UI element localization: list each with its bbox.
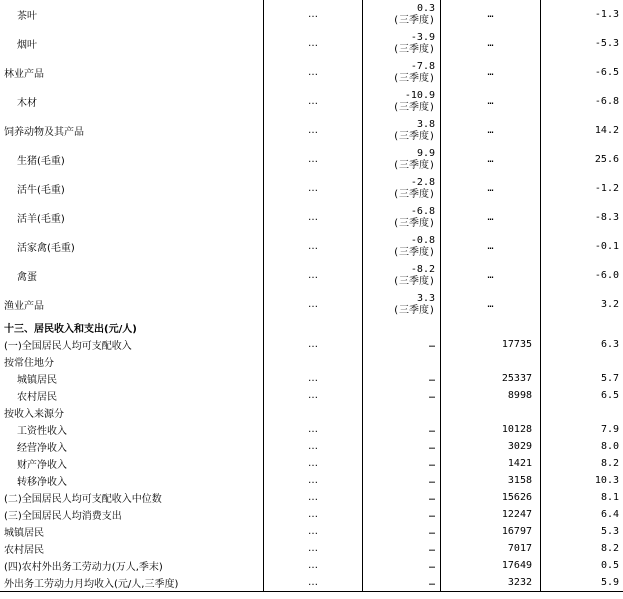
cell-col2: … <box>264 472 363 489</box>
cell-col2 <box>264 404 363 421</box>
row-label: 外出务工劳动力月均收入(元/人,三季度) <box>0 574 264 592</box>
cell-col5: 3.2 <box>600 299 619 310</box>
cell-value: -2.8 <box>410 176 435 188</box>
table-row <box>0 404 623 421</box>
cell-col3: … <box>363 336 441 353</box>
row-label: 林业产品 <box>0 58 264 87</box>
cell-col2: … <box>264 261 363 290</box>
cell-col4: … <box>441 261 541 290</box>
row-label: 活羊(毛重) <box>0 203 264 232</box>
cell-col2: … <box>264 489 363 506</box>
cell-col2: … <box>264 116 363 145</box>
row-label: 转移净收入 <box>0 472 264 489</box>
cell-col4 <box>441 404 541 421</box>
cell-col4: … <box>441 290 541 319</box>
cell-col4: … <box>441 145 541 174</box>
row-label: 活牛(毛重) <box>0 174 264 203</box>
cell-col5: -1.2 <box>594 183 619 194</box>
cell-col4: 3158 <box>441 472 541 489</box>
cell-col4: … <box>441 0 541 29</box>
cell-col2: … <box>264 0 363 29</box>
cell-col2: … <box>264 58 363 87</box>
cell-col2: … <box>264 574 363 592</box>
cell-col4: … <box>441 87 541 116</box>
cell-col5: 8.1 <box>600 492 619 503</box>
table-row <box>0 557 623 574</box>
cell-col5: 0.5 <box>600 560 619 571</box>
table-row <box>0 540 623 557</box>
cell-col3: … <box>363 472 441 489</box>
cell-col3: … <box>363 387 441 404</box>
cell-col5: 25.6 <box>594 154 619 165</box>
table-row <box>0 0 623 29</box>
cell-col2: … <box>264 455 363 472</box>
cell-quarter-note: (三季度) <box>392 72 435 84</box>
cell-col3 <box>363 261 441 290</box>
table-row <box>0 472 623 489</box>
cell-col3 <box>363 404 441 421</box>
cell-col3 <box>363 290 441 319</box>
cell-quarter-note: (三季度) <box>392 275 435 287</box>
cell-col5: -1.3 <box>594 9 619 20</box>
cell-col2: … <box>264 387 363 404</box>
row-label: 十三、居民收入和支出(元/人) <box>0 319 264 336</box>
cell-quarter-note: (三季度) <box>392 159 435 171</box>
cell-col3 <box>363 353 441 370</box>
cell-col5: -8.3 <box>594 212 619 223</box>
cell-value: 3.8 <box>416 118 435 130</box>
cell-col3 <box>363 116 441 145</box>
cell-col3 <box>363 0 441 29</box>
cell-col5: 5.3 <box>600 526 619 537</box>
cell-col2: … <box>264 290 363 319</box>
cell-col3: … <box>363 506 441 523</box>
cell-col4: 3029 <box>441 438 541 455</box>
row-label: 渔业产品 <box>0 290 264 319</box>
cell-col4: … <box>441 232 541 261</box>
cell-col2: … <box>264 203 363 232</box>
cell-quarter-note: (三季度) <box>392 246 435 258</box>
cell-col2: … <box>264 370 363 387</box>
cell-col5: 8.2 <box>600 543 619 554</box>
table-row <box>0 489 623 506</box>
table-row <box>0 203 623 232</box>
row-label: 饲养动物及其产品 <box>0 116 264 145</box>
cell-col2: … <box>264 232 363 261</box>
cell-col3 <box>363 174 441 203</box>
cell-col3: … <box>363 557 441 574</box>
row-label: 农村居民 <box>0 540 264 557</box>
cell-col3: … <box>363 455 441 472</box>
cell-quarter-note: (三季度) <box>392 188 435 200</box>
row-label: 活家禽(毛重) <box>0 232 264 261</box>
cell-col3: … <box>363 421 441 438</box>
row-label: (三)全国居民人均消费支出 <box>0 506 264 523</box>
cell-col2: … <box>264 557 363 574</box>
cell-col4: 12247 <box>441 506 541 523</box>
cell-col3: … <box>363 489 441 506</box>
cell-col3 <box>363 29 441 58</box>
cell-col4: 3232 <box>441 574 541 592</box>
row-label: (四)农村外出务工劳动力(万人,季末) <box>0 557 264 574</box>
cell-col4: 15626 <box>441 489 541 506</box>
cell-col4: … <box>441 29 541 58</box>
cell-value: 3.3 <box>416 292 435 304</box>
cell-value: 0.3 <box>416 2 435 14</box>
cell-col5: -6.5 <box>594 67 619 78</box>
row-label: (二)全国居民人均可支配收入中位数 <box>0 489 264 506</box>
row-label: 按常住地分 <box>0 353 264 370</box>
cell-col5: 6.5 <box>600 390 619 401</box>
table-row <box>0 370 623 387</box>
cell-col2: … <box>264 421 363 438</box>
cell-col5: 6.4 <box>600 509 619 520</box>
cell-col4: 17735 <box>441 336 541 353</box>
cell-col3 <box>363 87 441 116</box>
table-row <box>0 353 623 370</box>
table-row <box>0 261 623 290</box>
cell-value: -6.8 <box>410 205 435 217</box>
cell-value: -8.2 <box>410 263 435 275</box>
cell-col4: … <box>441 58 541 87</box>
row-label: 经营净收入 <box>0 438 264 455</box>
cell-col2: … <box>264 540 363 557</box>
cell-col5: -0.1 <box>594 241 619 252</box>
row-label: 禽蛋 <box>0 261 264 290</box>
row-label: 生猪(毛重) <box>0 145 264 174</box>
row-label: 按收入来源分 <box>0 404 264 421</box>
cell-quarter-note: (三季度) <box>392 130 435 142</box>
table-row <box>0 290 623 319</box>
cell-col3 <box>363 319 441 336</box>
table-row <box>0 336 623 353</box>
table-row <box>0 58 623 87</box>
cell-col3: … <box>363 523 441 540</box>
table-row <box>0 116 623 145</box>
cell-col5 <box>541 319 623 336</box>
cell-col5: 8.0 <box>600 441 619 452</box>
cell-col2: … <box>264 87 363 116</box>
table-row <box>0 574 623 592</box>
cell-col5: 10.3 <box>594 475 619 486</box>
cell-value: 9.9 <box>416 147 435 159</box>
table-row <box>0 387 623 404</box>
row-label: 城镇居民 <box>0 370 264 387</box>
cell-col5: -5.3 <box>594 38 619 49</box>
cell-quarter-note: (三季度) <box>392 304 435 316</box>
cell-col5: 8.2 <box>600 458 619 469</box>
cell-col5: -6.0 <box>594 270 619 281</box>
cell-col4: 25337 <box>441 370 541 387</box>
cell-col3 <box>363 58 441 87</box>
cell-col3: … <box>363 540 441 557</box>
cell-quarter-note: (三季度) <box>392 43 435 55</box>
table-row <box>0 174 623 203</box>
cell-col5: 5.7 <box>600 373 619 384</box>
cell-col2: … <box>264 506 363 523</box>
cell-col5: 7.9 <box>600 424 619 435</box>
cell-value: -0.8 <box>410 234 435 246</box>
row-label: 茶叶 <box>0 0 264 29</box>
cell-col2: … <box>264 523 363 540</box>
table-row <box>0 455 623 472</box>
cell-value: -10.9 <box>404 89 435 101</box>
cell-col4: … <box>441 174 541 203</box>
cell-col2: … <box>264 438 363 455</box>
table-row <box>0 29 623 58</box>
cell-col5: 14.2 <box>594 125 619 136</box>
cell-col5: 5.9 <box>541 574 623 592</box>
table-row <box>0 232 623 261</box>
row-label: 烟叶 <box>0 29 264 58</box>
cell-quarter-note: (三季度) <box>392 217 435 229</box>
table-row <box>0 145 623 174</box>
cell-col5: -6.8 <box>594 96 619 107</box>
cell-value: -7.8 <box>410 60 435 72</box>
cell-col3 <box>363 203 441 232</box>
table-row <box>0 319 623 336</box>
row-label: 农村居民 <box>0 387 264 404</box>
row-label: 木材 <box>0 87 264 116</box>
cell-quarter-note: (三季度) <box>392 101 435 113</box>
cell-col3 <box>363 145 441 174</box>
table-row <box>0 87 623 116</box>
cell-col2: … <box>264 29 363 58</box>
cell-col5: 6.3 <box>600 339 619 350</box>
row-label: 城镇居民 <box>0 523 264 540</box>
row-label: 工资性收入 <box>0 421 264 438</box>
cell-col4: 7017 <box>441 540 541 557</box>
table-row <box>0 506 623 523</box>
cell-col4: 8998 <box>441 387 541 404</box>
cell-col3: … <box>363 370 441 387</box>
table-row <box>0 421 623 438</box>
cell-col2 <box>264 353 363 370</box>
cell-col3: … <box>363 438 441 455</box>
cell-value: -3.9 <box>410 31 435 43</box>
cell-quarter-note: (三季度) <box>392 14 435 26</box>
row-label: (一)全国居民人均可支配收入 <box>0 336 264 353</box>
cell-col2: … <box>264 145 363 174</box>
row-label: 财产净收入 <box>0 455 264 472</box>
cell-col3 <box>363 232 441 261</box>
cell-col4: … <box>441 203 541 232</box>
cell-col5 <box>541 353 623 370</box>
table-row <box>0 523 623 540</box>
cell-col2 <box>264 319 363 336</box>
cell-col5 <box>541 404 623 421</box>
cell-col4: 10128 <box>441 421 541 438</box>
cell-col4 <box>441 319 541 336</box>
cell-col4: 1421 <box>441 455 541 472</box>
cell-col4: 17649 <box>441 557 541 574</box>
cell-col4 <box>441 353 541 370</box>
table-row <box>0 438 623 455</box>
cell-col4: … <box>441 116 541 145</box>
cell-col2: … <box>264 336 363 353</box>
cell-col4: 16797 <box>441 523 541 540</box>
cell-col3: … <box>363 574 441 592</box>
cell-col2: … <box>264 174 363 203</box>
